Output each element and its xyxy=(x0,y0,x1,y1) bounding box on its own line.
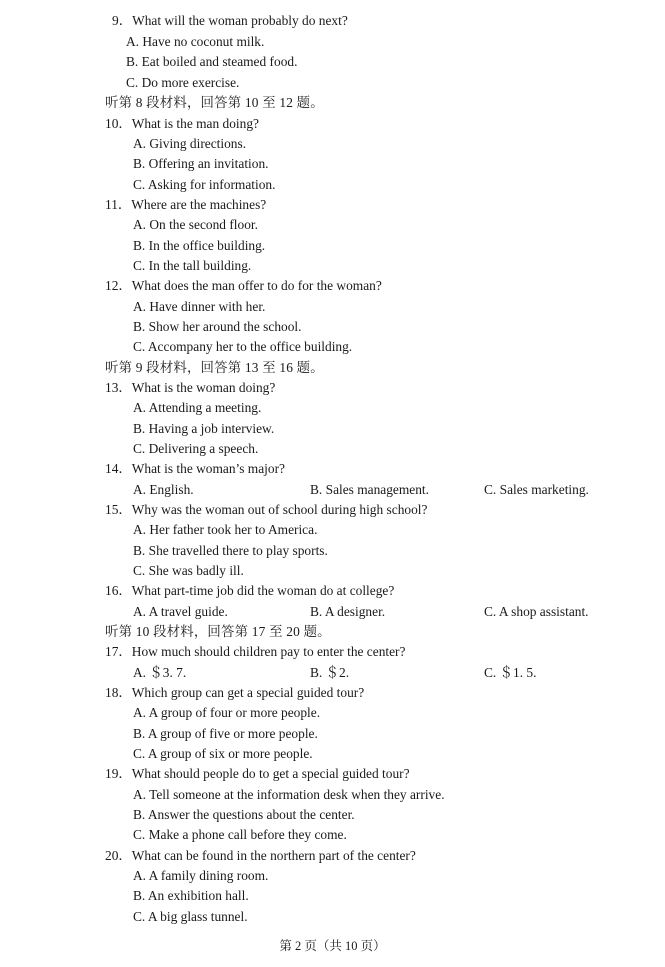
question-19-option-c: C. Make a phone call before they come. xyxy=(133,827,347,842)
question-16-stem: 16．What part-time job did the woman do at college? xyxy=(105,583,395,598)
question-15-option-b: B. She travelled there to play sports. xyxy=(133,543,328,558)
question-13-stem: 13．What is the woman doing? xyxy=(105,380,276,395)
question-11-stem: 11．Where are the machines? xyxy=(105,197,267,212)
question-17-option-c: C. ＄1. 5. xyxy=(484,665,537,680)
question-18-option-b: B. A group of five or more people. xyxy=(133,726,318,741)
question-16-option-b: B. A designer. xyxy=(310,604,386,619)
question-11-option-b: B. In the office building. xyxy=(133,238,266,253)
question-16-option-c: C. A shop assistant. xyxy=(484,604,589,619)
question-9-option-c: C. Do more exercise. xyxy=(126,75,240,90)
question-19-stem: 19．What should people do to get a special guided tour? xyxy=(105,766,410,781)
page-footer: 第 2 页（共 10 页） xyxy=(279,939,386,953)
question-14-option-b: B. Sales management. xyxy=(310,482,429,497)
question-13-option-a: A. Attending a meeting. xyxy=(133,400,262,415)
question-14-option-c: C. Sales marketing. xyxy=(484,482,589,497)
question-10-option-b: B. Offering an invitation. xyxy=(133,156,269,171)
question-15-option-c: C. She was badly ill. xyxy=(133,563,244,578)
question-17-stem: 17．How much should children pay to enter the center? xyxy=(105,644,406,659)
question-12-option-b: B. Show her around the school. xyxy=(133,319,302,334)
question-12-stem: 12．What does the man offer to do for the woman? xyxy=(105,278,382,293)
question-19-option-a: A. Tell someone at the information desk when they arrive. xyxy=(133,787,445,802)
question-19-option-b: B. Answer the questions about the center. xyxy=(133,807,355,822)
question-15-stem: 15．Why was the woman out of school during high school? xyxy=(105,502,428,517)
question-14-option-a: A. English. xyxy=(133,482,194,497)
question-15-option-a: A. Her father took her to America. xyxy=(133,522,318,537)
question-17-option-b: B. ＄2. xyxy=(310,665,350,680)
question-11-option-c: C. In the tall building. xyxy=(133,258,252,273)
section-9-heading: 听第 9 段材料，回答第 13 至 16 题。 xyxy=(105,360,324,375)
question-20-stem: 20．What can be found in the northern part of the center? xyxy=(105,848,416,863)
question-12-option-c: C. Accompany her to the office building. xyxy=(133,339,353,354)
question-9-option-a: A. Have no coconut milk. xyxy=(126,34,265,49)
question-13-option-c: C. Delivering a speech. xyxy=(133,441,259,456)
question-20-option-b: B. An exhibition hall. xyxy=(133,888,249,903)
question-9-stem: 9．What will the woman probably do next? xyxy=(112,13,348,28)
question-12-option-a: A. Have dinner with her. xyxy=(133,299,266,314)
section-10-heading: 听第 10 段材料，回答第 17 至 20 题。 xyxy=(105,624,331,639)
question-10-option-a: A. Giving directions. xyxy=(133,136,247,151)
question-10-stem: 10．What is the man doing? xyxy=(105,116,259,131)
question-11-option-a: A. On the second floor. xyxy=(133,217,258,232)
question-14-stem: 14．What is the woman’s major? xyxy=(105,461,285,476)
question-18-option-a: A. A group of four or more people. xyxy=(133,705,321,720)
question-14-options xyxy=(0,480,665,500)
section-8-heading: 听第 8 段材料，回答第 10 至 12 题。 xyxy=(105,95,324,110)
question-17-options xyxy=(0,663,665,683)
question-16-options xyxy=(0,602,665,622)
question-18-stem: 18．Which group can get a special guided tour? xyxy=(105,685,365,700)
question-10-option-c: C. Asking for information. xyxy=(133,177,276,192)
question-16-option-a: A. A travel guide. xyxy=(133,604,228,619)
question-17-option-a: A. ＄3. 7. xyxy=(133,665,187,680)
question-13-option-b: B. Having a job interview. xyxy=(133,421,275,436)
question-20-option-a: A. A family dining room. xyxy=(133,868,269,883)
question-20-option-c: C. A big glass tunnel. xyxy=(133,909,248,924)
question-9-option-b: B. Eat boiled and steamed food. xyxy=(126,54,298,69)
question-18-option-c: C. A group of six or more people. xyxy=(133,746,313,761)
